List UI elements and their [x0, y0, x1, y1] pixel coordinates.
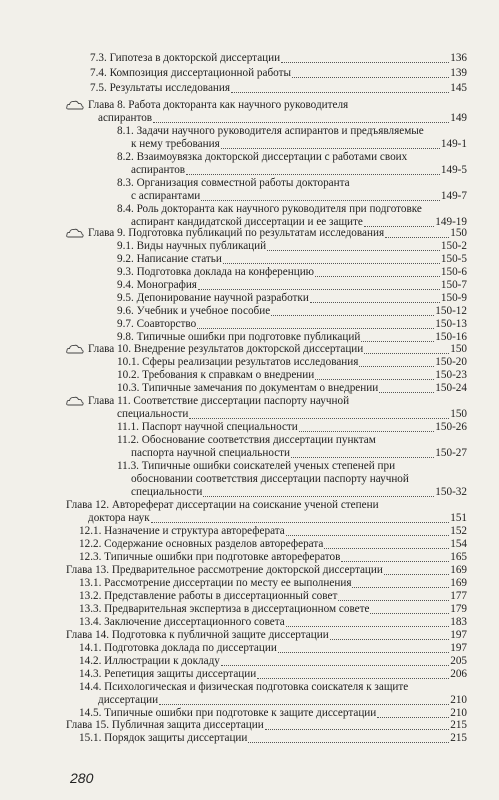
toc-entry-title: 13.1. Рассмотрение диссертации по месту ее выполнения: [79, 577, 352, 589]
toc-entry-title: Глава 10. Внедрение результатов докторской диссертации: [88, 343, 364, 355]
toc-entry-title: специальности: [117, 408, 189, 420]
toc-entry-title: 11.1. Паспорт научной специальности: [117, 421, 298, 433]
dot-leader: [231, 92, 449, 93]
dot-leader: [221, 665, 449, 666]
toc-entry-title: 9.7. Соавторство: [117, 318, 197, 330]
dot-leader: [361, 341, 434, 342]
toc-entry-title: 9.3. Подготовка доклада на конференцию: [117, 266, 315, 278]
dot-leader: [186, 174, 440, 175]
toc-entry-page: 215: [450, 719, 467, 731]
dot-leader: [198, 289, 440, 290]
toc-entry-title: 14.2. Иллюстрации к докладу: [79, 655, 220, 667]
dot-leader: [341, 561, 449, 562]
toc-entry-page: 215: [450, 732, 467, 744]
toc-entry-page: 150-16: [435, 331, 467, 343]
toc-entry-page: 205: [450, 655, 467, 667]
toc-entry-page: 150-9: [440, 292, 467, 304]
toc-entry-title: 7.3. Гипотеза в докторской диссертации: [90, 52, 281, 64]
toc-entry-page: 149-19: [435, 216, 467, 228]
dot-leader: [359, 366, 434, 367]
toc-entry-page: 197: [450, 642, 467, 654]
toc-entry-title: 10.3. Типичные замечания по документам о внедрении: [117, 382, 379, 394]
cloud-marker-icon: [66, 100, 84, 110]
cloud-marker-icon: [66, 344, 84, 354]
toc-entry-title: аспирантов: [98, 112, 153, 124]
toc-entry-page: 150: [450, 227, 467, 239]
dot-leader: [370, 613, 449, 614]
toc-entry-page: 154: [450, 538, 467, 550]
toc-entry-title: Глава 13. Предварительное рассмотрение докторской диссертации: [66, 564, 383, 576]
toc-entry-title: Глава 11. Соответствие диссертации паспорту научной: [88, 395, 350, 407]
toc-entry-title: 10.1. Сферы реализации результатов исследования: [117, 356, 359, 368]
toc-entry-title: аспирантов: [131, 164, 186, 176]
toc-entry-page: 183: [450, 616, 467, 628]
toc-entry-title: Глава 8. Работа докторанта как научного руководителя: [88, 99, 349, 111]
dot-leader: [286, 535, 449, 536]
dot-leader: [267, 250, 440, 251]
toc-entry-title: Глава 12. Автореферат диссертации на соискание ученой степени: [66, 499, 379, 511]
dot-leader: [315, 379, 434, 380]
dot-leader: [281, 62, 449, 63]
toc-entry-page: 150-26: [435, 421, 467, 433]
toc-entry-title: 9.4. Монография: [117, 279, 197, 291]
toc-entry-page: 150-23: [435, 369, 467, 381]
toc-entry-page: 206: [450, 668, 467, 680]
dot-leader: [292, 77, 449, 78]
toc-entry-title: Глава 14. Подготовка к публичной защите диссертации: [66, 629, 329, 641]
toc-entry-page: 169: [450, 564, 467, 576]
toc-entry-page: 149-1: [440, 138, 467, 150]
dot-leader: [286, 626, 449, 627]
toc-entry-page: 150-24: [435, 382, 467, 394]
dot-leader: [257, 678, 449, 679]
toc-entry-page: 150-2: [440, 240, 467, 252]
toc-entry-title: 10.2. Требования к справкам о внедрении: [117, 369, 315, 381]
toc-entry-title: аспирант кандидатской диссертации и ее защите: [131, 216, 363, 228]
dot-leader: [315, 276, 440, 277]
toc-entry-title: 9.5. Депонирование научной разработки: [117, 292, 309, 304]
dot-leader: [377, 717, 449, 718]
toc-entry-title: 12.2. Содержание основных разделов автореферата: [79, 538, 324, 550]
toc-entry-title: 11.2. Обоснование соответствия диссертации пунктам: [117, 434, 376, 446]
toc-entry-title: Глава 15. Публичная защита диссертации: [66, 719, 264, 731]
toc-entry-page: 177: [450, 590, 467, 602]
toc-entry-title: 9.6. Учебник и учебное пособие: [117, 305, 271, 317]
toc-entry-title: 14.4. Психологическая и физическая подготовка соискателя к защите: [79, 681, 409, 693]
dot-leader: [384, 574, 449, 575]
toc-entry-page: 150-12: [435, 305, 467, 317]
toc-entry-page: 149-5: [440, 164, 467, 176]
toc-entry-page: 151: [450, 512, 467, 524]
dot-leader: [278, 652, 449, 653]
dot-leader: [291, 457, 434, 458]
toc-entry-title: 14.3. Репетиция защиты диссертации: [79, 668, 257, 680]
toc-entry-page: 150-7: [440, 279, 467, 291]
toc-entry-title: 7.5. Результаты исследования: [90, 82, 231, 94]
cloud-marker-icon: [66, 396, 84, 406]
toc-entry-page: 150-27: [435, 447, 467, 459]
toc-entry-page: 150: [450, 343, 467, 355]
dot-leader: [221, 148, 440, 149]
dot-leader: [271, 315, 434, 316]
dot-leader: [265, 729, 449, 730]
toc-entry-page: 150: [450, 408, 467, 420]
toc-entry-title: 9.2. Написание статьи: [117, 253, 222, 265]
cloud-marker-icon: [66, 228, 84, 238]
dot-leader: [189, 418, 449, 419]
dot-leader: [248, 742, 449, 743]
toc-entry-title: 7.4. Композиция диссертационной работы: [90, 67, 292, 79]
toc-entry-title: 8.3. Организация совместной работы докторанта: [117, 177, 350, 189]
toc-entry-title: с аспирантами: [131, 190, 201, 202]
toc-entry-page: 136: [450, 52, 467, 64]
toc-entry-title: специальности: [131, 486, 203, 498]
toc-entry-page: 150-13: [435, 318, 467, 330]
toc-entry-title: 13.4. Заключение диссертационного совета: [79, 616, 285, 628]
toc-entry-title: 13.3. Предварительная экспертиза в диссертационном совете: [79, 603, 370, 615]
dot-leader: [352, 587, 449, 588]
toc-entry-page: 150-5: [440, 253, 467, 265]
page-number: 280: [70, 770, 94, 786]
dot-leader: [338, 600, 449, 601]
toc-entry-title: диссертации: [98, 694, 159, 706]
dot-leader: [385, 237, 449, 238]
toc-entry-page: 145: [450, 82, 467, 94]
toc-entry-title: 14.5. Типичные ошибки при подготовке к защите диссертации: [79, 707, 377, 719]
dot-leader: [153, 122, 449, 123]
toc-entry-title: к нему требования: [131, 138, 220, 150]
toc-entry-page: 149: [450, 112, 467, 124]
toc-entry-title: 12.1. Назначение и структура автореферата: [79, 525, 285, 537]
dot-leader: [379, 392, 434, 393]
toc-entry-title: 8.2. Взаимоувязка докторской диссертации с работами своих: [117, 151, 408, 163]
toc-entry-page: 210: [450, 694, 467, 706]
toc-entry-title: 14.1. Подготовка доклада по диссертации: [79, 642, 277, 654]
toc-entry-page: 165: [450, 551, 467, 563]
toc-entry-page: 197: [450, 629, 467, 641]
dot-leader: [197, 328, 434, 329]
toc-entry-page: 139: [450, 67, 467, 79]
dot-leader: [159, 704, 449, 705]
toc-entry-page: 150-20: [435, 356, 467, 368]
toc-entry-title: 8.1. Задачи научного руководителя аспирантов и предъявляемые: [117, 125, 424, 137]
toc-entry-page: 179: [450, 603, 467, 615]
toc-entry-page: 169: [450, 577, 467, 589]
dot-leader: [310, 302, 440, 303]
dot-leader: [330, 639, 450, 640]
toc-entry-page: 150-6: [440, 266, 467, 278]
toc-entry-title: доктора наук: [88, 512, 150, 524]
dot-leader: [151, 522, 450, 523]
dot-leader: [364, 353, 449, 354]
toc-entry-title: 9.8. Типичные ошибки при подготовке публикаций: [117, 331, 361, 343]
toc-entry-title: 15.1. Порядок защиты диссертации: [79, 732, 248, 744]
toc-entry-page: 149-7: [440, 190, 467, 202]
toc-entry-title: 12.3. Типичные ошибки при подготовке авторефератов: [79, 551, 341, 563]
toc-entry-page: 210: [450, 707, 467, 719]
toc-entry-title: обосновании соответствия диссертации паспорту научной: [131, 473, 409, 485]
toc-entry-title: 11.3. Типичные ошибки соискателей ученых степеней при: [117, 460, 396, 472]
dot-leader: [201, 200, 440, 201]
toc-entry-page: 150-32: [435, 486, 467, 498]
toc-entry-title: 13.2. Представление работы в диссертационный совет: [79, 590, 338, 602]
dot-leader: [324, 548, 449, 549]
toc-entry-title: Глава 9. Подготовка публикаций по результатам исследования: [88, 227, 385, 239]
dot-leader: [203, 496, 434, 497]
toc-entry-title: 9.1. Виды научных публикаций: [117, 240, 267, 252]
toc-entry-page: 152: [450, 525, 467, 537]
toc-entry-title: 8.4. Роль докторанта как научного руководителя при подготовке: [117, 203, 422, 215]
toc-entry-title: паспорта научной специальности: [131, 447, 291, 459]
dot-leader: [299, 431, 435, 432]
dot-leader: [223, 263, 440, 264]
